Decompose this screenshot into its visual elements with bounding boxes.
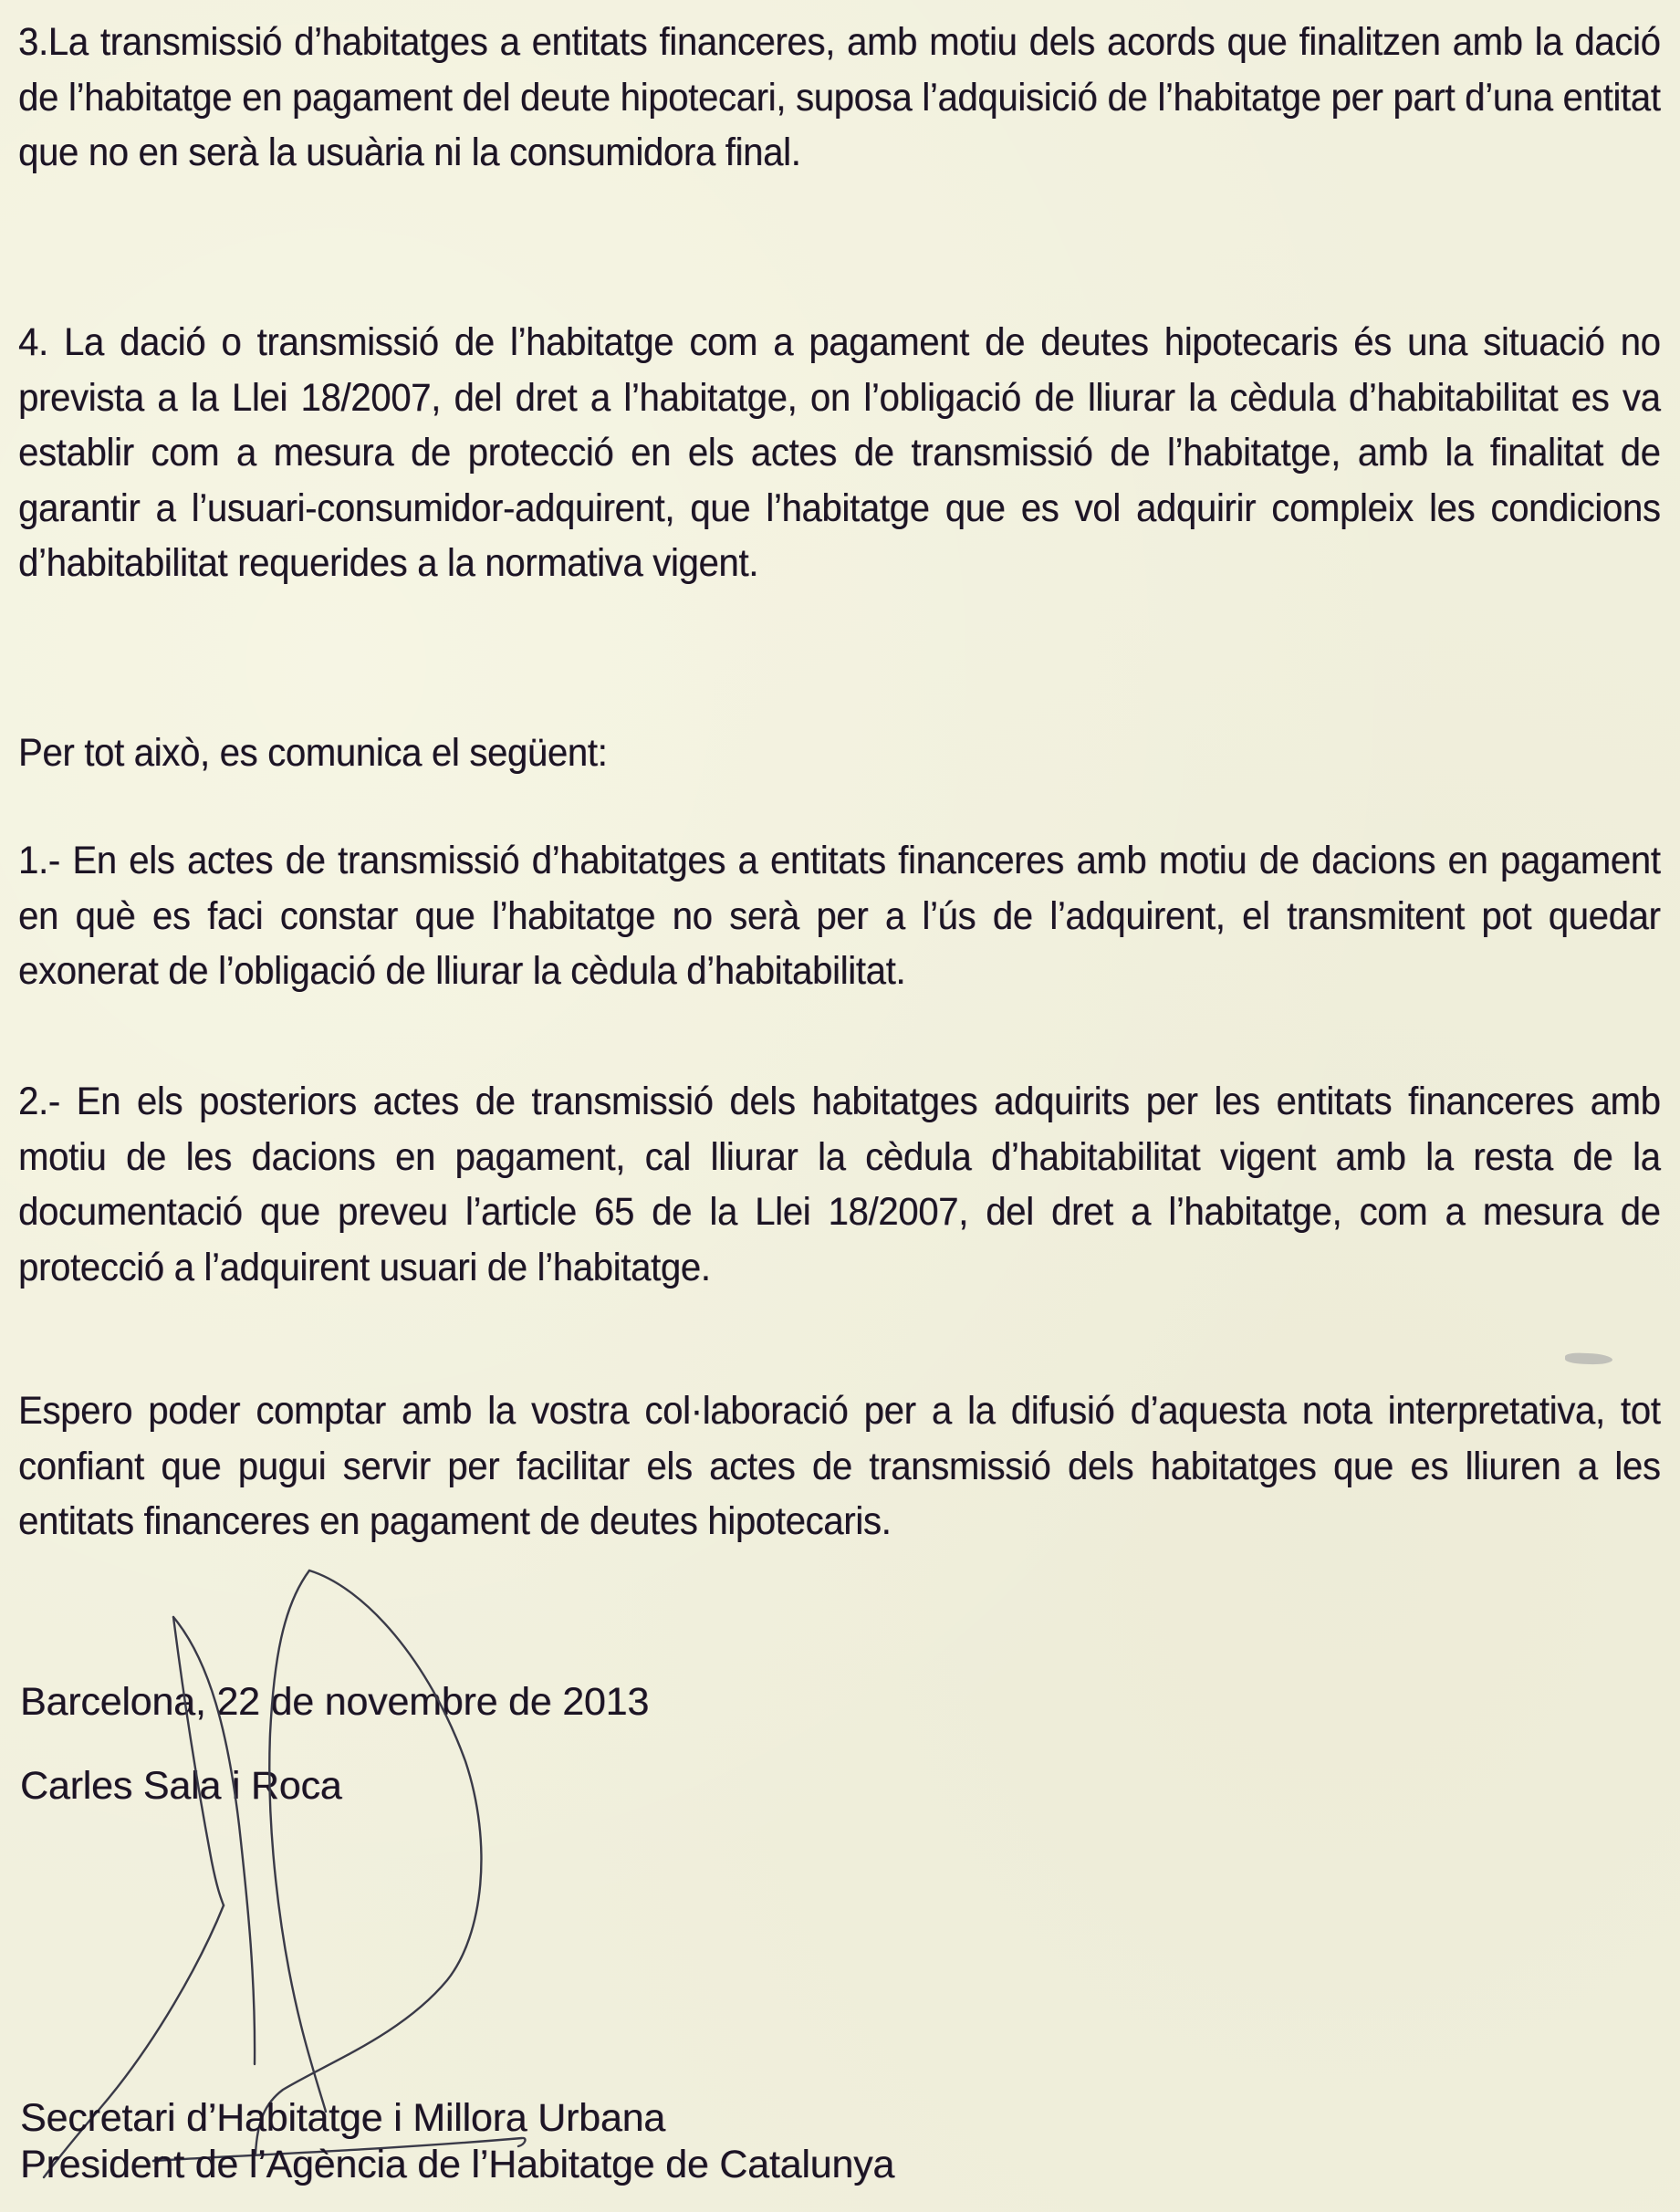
communication-intro: Per tot això, es comunica el següent:: [18, 731, 608, 775]
paragraph-point-3: 3.La transmissió d’habitatges a entitats financeres, amb motiu dels acords que finalitzen amb la dació de l’habitatge en pagament del deute hipotecari, suposa l’adquisició de l’habitatge per part d’una entitat que no en serà la usuària ni la consumidora final.: [18, 20, 1661, 174]
place-and-date: Barcelona, 22 de novembre de 2013: [20, 1680, 650, 1724]
signer-title-president: President de l’Agència de l’Habitatge de Catalunya: [20, 2143, 895, 2186]
communication-item-1: 1.- En els actes de transmissió d’habitatges a entitats financeres amb motiu de dacions en pagament en què es faci constar que l’habitatge no serà per a l’ús de l’adquirent, el transmitent pot quedar exonerat de l’obligació de lliurar la cèdula d’habitabilitat.: [18, 839, 1661, 993]
closing-paragraph: Espero poder comptar amb la vostra col·laboració per a la difusió d’aquesta nota interpretativa, tot confiant que pugui servir per facilitar els actes de transmissió dels habitatges que es lliuren a les entitats financeres en pagament de deutes hipotecaris.: [18, 1389, 1661, 1543]
paragraph-point-4: 4. La dació o transmissió de l’habitatge com a pagament de deutes hipotecaris és una situació no prevista a la Llei 18/2007, del dret a l’habitatge, on l’obligació de lliurar la cèdula d’habitabilitat es va establir com a mesura de protecció en els actes de transmissió de l’habitatge, amb la finalitat de garantir a l’usuari-consumidor-adquirent, que l’habitatge que es vol adquirir compleix les condicions d’habitabilitat requerides a la normativa vigent.: [18, 320, 1661, 585]
signer-title-secretary: Secretari d’Habitatge i Millora Urbana: [20, 2096, 666, 2140]
scan-smudge-mark: [1565, 1352, 1612, 1365]
communication-item-2: 2.- En els posteriors actes de transmissió dels habitatges adquirits per les entitats financeres amb motiu de les dacions en pagament, cal lliurar la cèdula d’habitabilitat vigent amb la resta de la documentació que preveu l’article 65 de la Llei 18/2007, del dret a l’habitatge, com a mesura de protecció a l’adquirent usuari de l’habitatge.: [18, 1080, 1661, 1289]
signer-name: Carles Sala i Roca: [20, 1764, 342, 1808]
